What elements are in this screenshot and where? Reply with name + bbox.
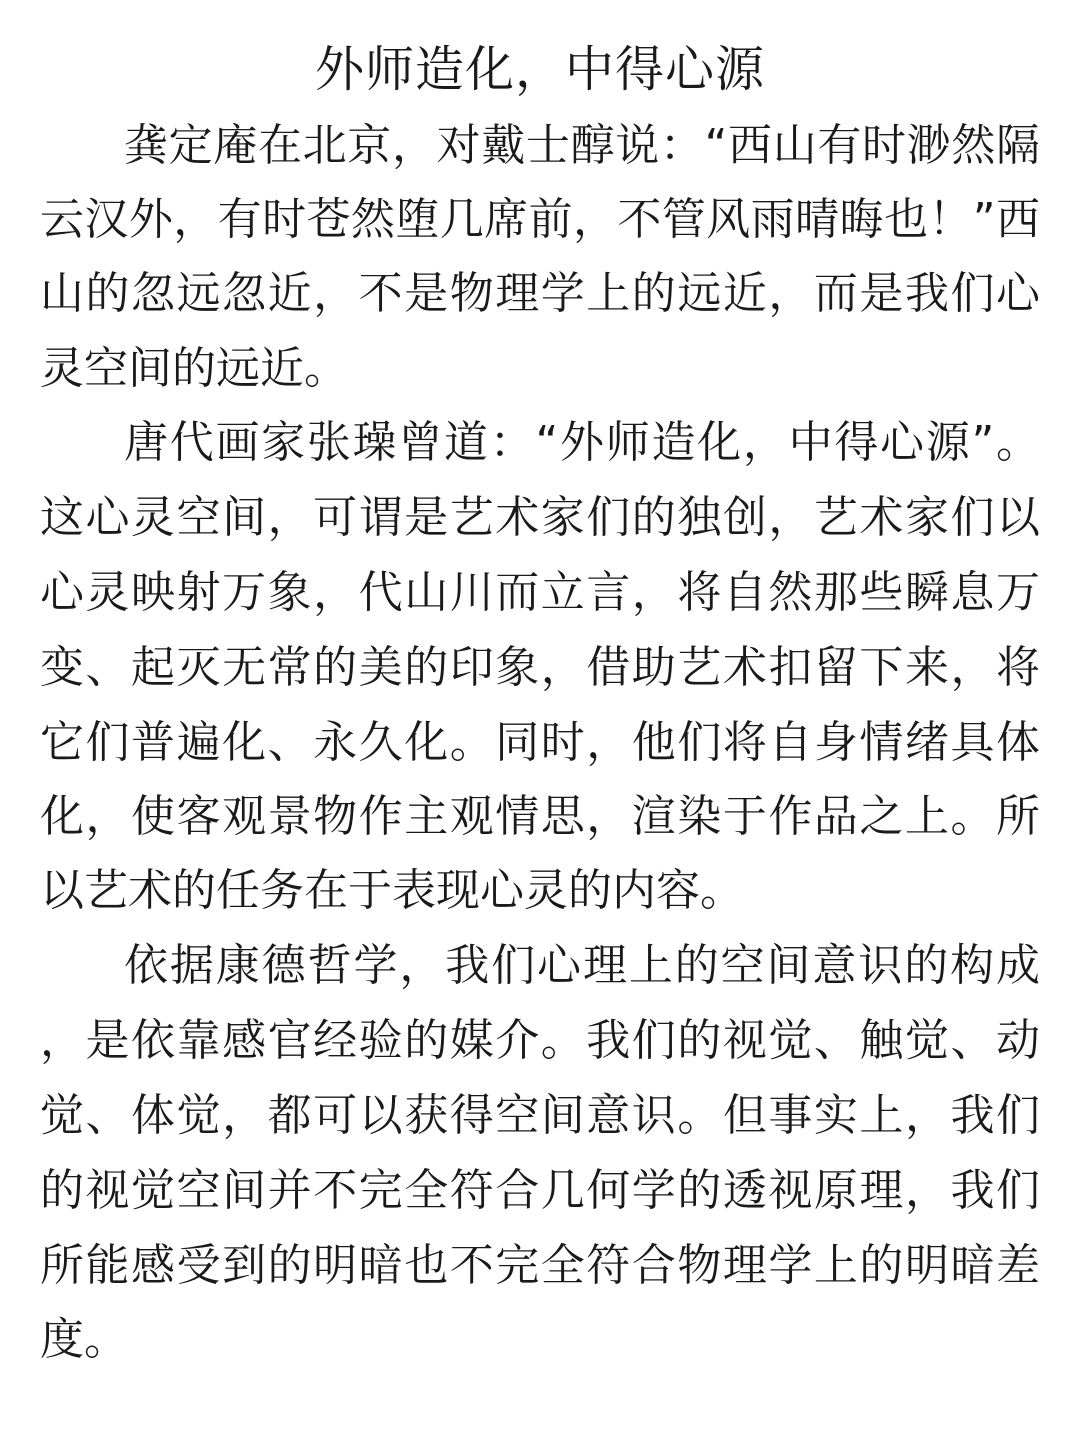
text-line-p3-l1: 依据康德哲学，我们心理上的空间意识的构成	[124, 940, 1040, 991]
text-line-p1-l2: 云汉外，有时苍然堕几席前，不管风雨晴晦也！”西	[40, 194, 1040, 245]
text-line-p1-l4: 灵空间的远近。	[40, 343, 348, 394]
text-line-p3-l2: ，是依靠感官经验的媒介。我们的视觉、触觉、动	[40, 1015, 1040, 1066]
text-line-p3-l5: 所能感受到的明暗也不完全符合物理学上的明暗差	[40, 1240, 1040, 1291]
text-line-p2-l2: 这心灵空间，可谓是艺术家们的独创，艺术家们以	[40, 492, 1040, 543]
text-line-p3-l3: 觉、体觉，都可以获得空间意识。但事实上，我们	[40, 1090, 1040, 1141]
text-line-p2-l4: 变、起灭无常的美的印象，借助艺术扣留下来，将	[40, 642, 1040, 693]
text-line-p2-l1: 唐代画家张璪曾道：“外师造化，中得心源”。	[124, 417, 1040, 468]
text-line-p1-l1: 龚定庵在北京，对戴士醇说：“西山有时渺然隔	[124, 120, 1040, 171]
text-line-p1-l3: 山的忽远忽近，不是物理学上的远近，而是我们心	[40, 268, 1040, 319]
text-line-p2-l3: 心灵映射万象，代山川而立言，将自然那些瞬息万	[40, 567, 1040, 618]
text-line-p3-l4: 的视觉空间并不完全符合几何学的透视原理，我们	[40, 1165, 1040, 1216]
text-line-p2-l7: 以艺术的任务在于表现心灵的内容。	[40, 865, 744, 916]
document-title: 外师造化，中得心源	[314, 41, 765, 98]
text-line-p2-l5: 它们普遍化、永久化。同时，他们将自身情绪具体	[40, 717, 1040, 768]
text-line-p2-l6: 化，使客观景物作主观情思，渲染于作品之上。所	[40, 791, 1040, 842]
text-line-p3-l6: 度。	[40, 1314, 128, 1365]
